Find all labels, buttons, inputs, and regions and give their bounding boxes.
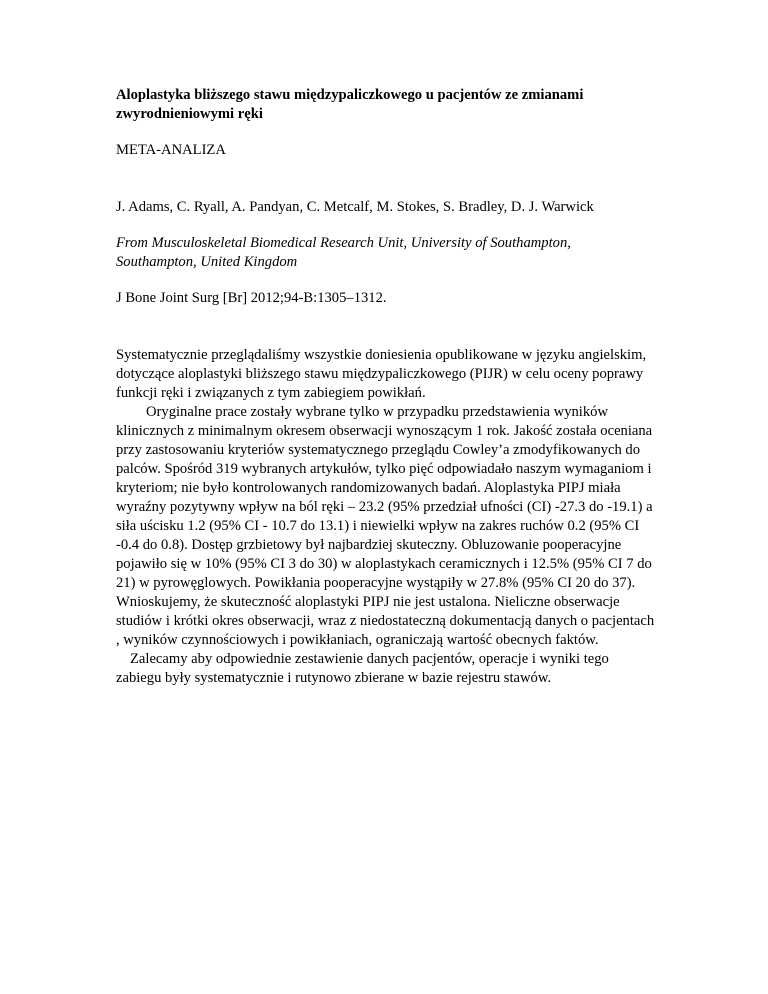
abstract	[116, 346, 656, 688]
abstract-paragraph: Systematycznie przeglądaliśmy wszystkie doniesienia opublikowane w języku angielskim, dotyczące aloplastyki bliższego stawu międzypaliczkowego (PIJR) w celu oceny poprawy funkcji ręki i związanych z tym zabiegiem powikłań.	[116, 347, 647, 401]
author-affiliation: From Musculoskeletal Biomedical Research Unit, University of Southampton, Southampton, United Kingdom	[116, 235, 571, 270]
abstract-paragraph: Oryginalne prace zostały wybrane tylko w przypadku przedstawienia wyników klinicznych z minimalnym okresem obserwacji wynoszącym 1 rok. Jakość została oceniana przy zastosowaniu kryteriów systematycznego przeglądu Cowley’a zmodyfikowanych do palców. Spośród 319 wybranych artykułów, tylko pięć odpowiadało naszym wymaganiom i kryteriom; nie było kontrolowanych randomizowanych badań. Aloplastyka PIPJ miała wyraźny pozytywny wpływ na ból ręki – 23.2 (95% przedział ufności (CI) -27.3 do -19.1) a siła uścisku 1.2 (95% CI - 10.7 do 13.1) i niewielki wpływ na zakres ruchów 0.2 (95% CI -0.4 do 0.8). Dostęp grzbietowy był najbardziej skuteczny. Obluzowanie pooperacyjne pojawiło się w 10% (95% CI 3 do 30) w aloplastykach ceramicznych i 12.5% (95% CI 7 do 21) w pyrowęglowych. Powikłania pooperacyjne wystąpiły w 27.8% (95% CI 20 do 37). Wnioskujemy, że skuteczność aloplastyki PIPJ nie jest ustalona. Nieliczne obserwacje studiów i krótki okres obserwacji, wraz z niedostateczną dokumentacją danych o pacjentach , wyników czynnościowych i powikłaniach, ograniczają wartość obecnych faktów.	[116, 404, 655, 648]
document-page	[116, 86, 656, 688]
article-title: Aloplastyka bliższego stawu międzypaliczkowego u pacjentów ze zmianami zwyrodnieniowymi ręki	[116, 87, 584, 122]
journal-citation: J Bone Joint Surg [Br] 2012;94-B:1305–1312.	[116, 290, 387, 306]
article-subtitle: META-ANALIZA	[116, 142, 226, 158]
abstract-paragraph: Zalecamy aby odpowiednie zestawienie danych pacjentów, operacje i wyniki tego zabiegu były systematycznie i rutynowo zbierane w bazie rejestru stawów.	[116, 651, 609, 686]
author-list: J. Adams, C. Ryall, A. Pandyan, C. Metcalf, M. Stokes, S. Bradley, D. J. Warwick	[116, 199, 594, 215]
